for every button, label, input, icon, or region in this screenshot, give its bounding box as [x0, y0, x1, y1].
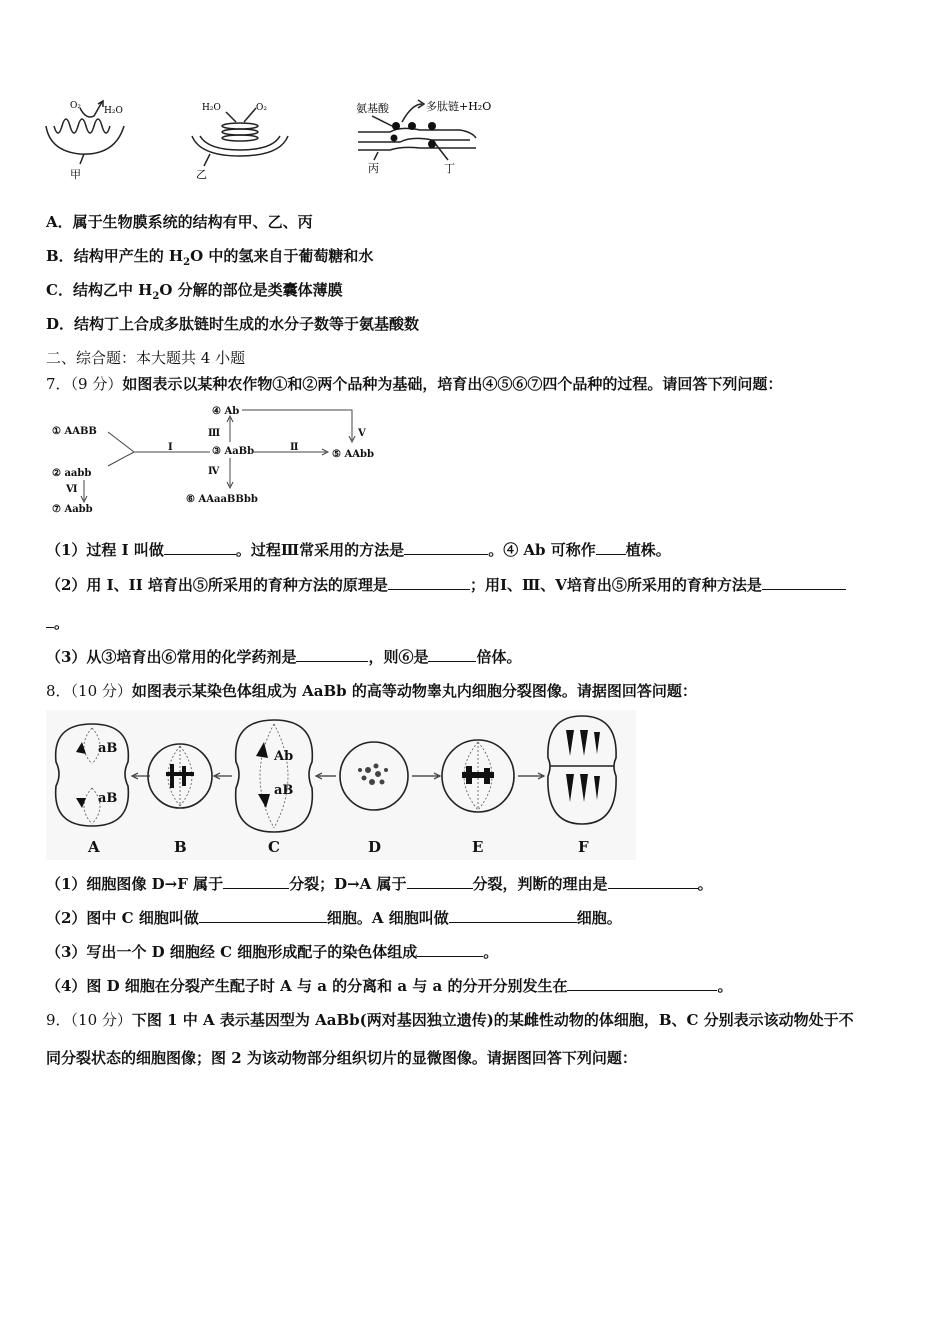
q7-s3-a: （3）从③培育出⑥常用的化学药剂是	[46, 648, 297, 666]
label-II: Ⅱ	[290, 442, 299, 453]
q7-sub2	[46, 574, 846, 595]
node-3: ③ AaBb	[212, 446, 255, 457]
breeding-diagram	[46, 400, 396, 518]
node-7: ⑦ Aabb	[52, 504, 93, 515]
q8-stem	[46, 680, 697, 701]
q7-blank-2[interactable]	[404, 540, 488, 555]
q7-sub3	[46, 646, 521, 667]
label-b: B	[174, 838, 187, 856]
q8-s3-b: 。	[483, 943, 499, 961]
q8-s2-c: 细胞。	[576, 909, 622, 927]
option-d-text: 结构丁上合成多肽链时生成的水分子数等于氨基酸数	[74, 315, 420, 333]
q8-s1-b: 分裂；D→A 属于	[289, 875, 407, 893]
q8-blank-4[interactable]	[199, 908, 327, 923]
q8-blank-5[interactable]	[449, 908, 577, 923]
q7-blank-6[interactable]	[296, 647, 368, 662]
cell-c-gene-top: Ab	[274, 749, 294, 764]
q7-blank-5-cont[interactable]	[46, 613, 54, 628]
option-b-pre: 结构甲产生的 H	[73, 247, 184, 265]
option-c	[46, 279, 343, 302]
q7-s1-a: （1）过程 I 叫做	[46, 541, 164, 559]
label-f: F	[578, 838, 589, 856]
node-1: ① AABB	[52, 426, 97, 437]
q9-line1-text: 下图 1 中 A 表示基因型为 AaBb(两对基因独立遗传)的某雌性动物的体细胞，B、C 分别表示该动物处于不	[131, 1011, 854, 1029]
cell-a-gene-bottom: aB	[98, 791, 118, 806]
option-d-letter: D．	[46, 315, 75, 333]
q8-stem-text: 如图表示某染色体组成为 AaBb 的高等动物睾丸内细胞分裂图像。请据图回答问题：	[131, 682, 697, 700]
label-a: A	[88, 838, 100, 856]
q7-stem	[46, 373, 782, 394]
node-6: ⑥ AAaaBBbb	[186, 494, 258, 505]
q7-s1-d: 植株。	[625, 541, 671, 559]
option-d	[46, 313, 419, 334]
yi-label: 乙	[196, 168, 207, 181]
q9-number: 9．（10 分）	[46, 1011, 132, 1029]
label-III: Ⅲ	[208, 428, 221, 439]
q8-number: 8．（10 分）	[46, 682, 132, 700]
q9-line1	[46, 1009, 854, 1030]
option-b	[46, 245, 373, 268]
q7-s3-c: 倍体。	[476, 648, 522, 666]
jia-h2o: H₂O	[104, 106, 123, 116]
q7-blank-3[interactable]	[596, 540, 626, 555]
q7-s2-c: 。	[54, 614, 70, 632]
label-e: E	[472, 838, 484, 856]
ding-label: 丁	[444, 162, 455, 175]
q7-blank-4[interactable]	[388, 575, 470, 590]
ribosome-dots	[391, 122, 437, 148]
q7-stem-text: 如图表示以某种农作物①和②两个品种为基础，培育出④⑤⑥⑦四个品种的过程。请回答下列问题：	[122, 375, 783, 393]
q7-s1-c: 。④ Ab 可称作	[488, 541, 596, 559]
q8-s2-a: （2）图中 C 细胞叫做	[46, 909, 199, 927]
q8-blank-2[interactable]	[407, 874, 473, 889]
bing-amino-acid: 氨基酸	[356, 102, 389, 115]
q8-blank-6[interactable]	[417, 942, 483, 957]
cell-a-gene-top: aB	[98, 741, 118, 756]
q8-blank-3[interactable]	[608, 874, 698, 889]
bing-label: 丙	[368, 162, 379, 175]
q8-blank-1[interactable]	[223, 874, 289, 889]
jia-o2: O₂	[70, 101, 81, 111]
jia-label: 甲	[70, 168, 81, 181]
section-heading: 二、综合题：本大题共 4 小题	[46, 349, 246, 367]
q8-s2-b: 细胞。A 细胞叫做	[326, 909, 449, 927]
q7-sub1	[46, 539, 671, 560]
label-VI: Ⅵ	[66, 484, 78, 495]
q8-s1-a: （1）细胞图像 D→F 属于	[46, 875, 224, 893]
node-4: ④ Ab	[212, 406, 240, 417]
option-c-post: O 分解的部位是类囊体薄膜	[159, 281, 343, 299]
label-d: D	[368, 838, 382, 856]
q7-blank-5[interactable]	[762, 575, 846, 590]
q7-s2-b: ；用Ⅰ、Ⅲ、Ⅴ培育出⑤所采用的育种方法是	[469, 576, 762, 594]
option-a-letter: A．	[46, 213, 73, 231]
option-c-sub: 2	[152, 291, 160, 302]
yi-h2o: H₂O	[202, 103, 221, 113]
option-a-text: 属于生物膜系统的结构有甲、乙、丙	[72, 213, 313, 231]
q7-s3-b: ，则⑥是	[368, 648, 429, 666]
q9-line2: 同分裂状态的细胞图像；图 2 为该动物部分组织切片的显微图像。请据图回答下列问题：	[46, 1049, 637, 1067]
label-c: C	[268, 838, 280, 856]
option-b-letter: B．	[46, 247, 74, 265]
cell-c-gene-bottom: aB	[274, 783, 294, 798]
q8-sub2	[46, 907, 622, 928]
option-a	[46, 211, 313, 232]
chloroplast-diagram	[192, 108, 288, 166]
q8-s1-c: 分裂，判断的理由是	[472, 875, 608, 893]
organelle-figure	[40, 96, 510, 186]
bing-product: 多肽链+H₂O	[426, 100, 492, 113]
cell-division-figure	[46, 710, 636, 860]
node-2: ② aabb	[52, 468, 92, 479]
q7-s2-a: （2）用 I、II 培育出⑤所采用的育种方法的原理是	[46, 576, 388, 594]
q7-number: 7．（9 分）	[46, 375, 123, 393]
node-5: ⑤ AAbb	[332, 449, 374, 460]
q8-s4-a: （4）图 D 细胞在分裂产生配子时 A 与 a 的分离和 a 与 a 的分开分别发生在	[46, 977, 568, 995]
q8-s3-a: （3）写出一个 D 细胞经 C 细胞形成配子的染色体组成	[46, 943, 418, 961]
label-I: Ⅰ	[168, 442, 173, 453]
q8-sub3	[46, 941, 498, 962]
option-c-pre: 结构乙中 H	[72, 281, 153, 299]
label-IV: Ⅳ	[208, 466, 220, 477]
q7-sub2-cont	[46, 612, 69, 633]
q8-sub4	[46, 975, 732, 996]
q8-sub1	[46, 873, 713, 894]
q7-blank-1[interactable]	[164, 540, 236, 555]
q7-blank-7[interactable]	[428, 647, 476, 662]
q8-blank-7[interactable]	[567, 976, 717, 991]
label-V: Ⅴ	[358, 428, 366, 439]
option-b-sub: 2	[183, 257, 191, 268]
q8-s4-b: 。	[717, 977, 733, 995]
q7-s1-b: 。过程Ⅲ常采用的方法是	[235, 541, 405, 559]
q8-s1-d: 。	[697, 875, 713, 893]
yi-o2: O₂	[256, 103, 267, 113]
option-b-post: O 中的氢来自于葡萄糖和水	[190, 247, 374, 265]
option-c-letter: C．	[46, 281, 73, 299]
